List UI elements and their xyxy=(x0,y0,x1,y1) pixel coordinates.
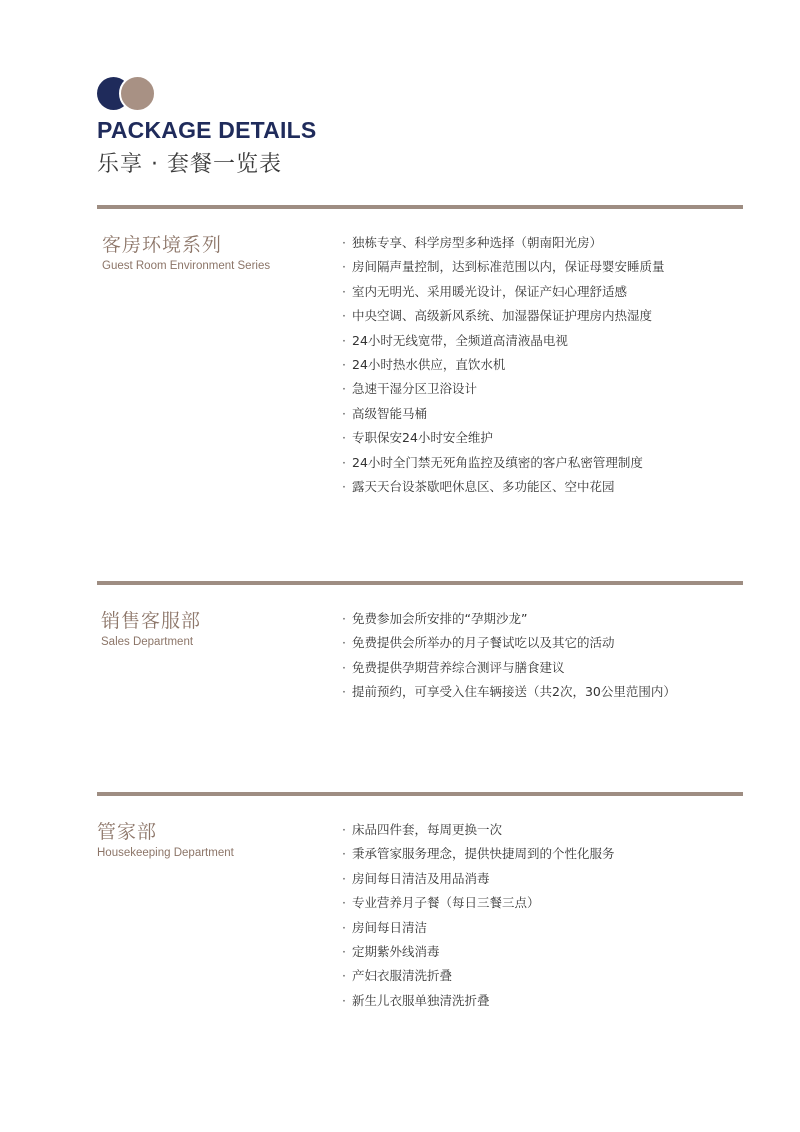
brand-logo xyxy=(97,77,155,111)
bullet-icon: · xyxy=(342,381,346,397)
list-item xyxy=(342,658,676,682)
bullet-icon: · xyxy=(342,919,346,935)
list-item xyxy=(342,233,665,257)
bullet-icon: · xyxy=(342,846,346,862)
logo-circle-taupe xyxy=(119,75,156,112)
section-title-cn: 客房环境系列 xyxy=(102,234,223,256)
bullet-icon: · xyxy=(342,992,346,1008)
section-divider xyxy=(97,792,743,796)
feature-list xyxy=(342,233,665,501)
list-item-text: 免费参加会所安排的“孕期沙龙” xyxy=(352,611,528,626)
list-item-text: 提前预约，可享受入住车辆接送（共2次，30公里范围内） xyxy=(352,684,676,700)
page-title-cn: 乐享 · 套餐一览表 xyxy=(97,152,282,177)
list-item-text: 定期紫外线消毒 xyxy=(352,943,440,959)
list-item-text: 免费提供孕期营养综合测评与膳食建议 xyxy=(352,659,565,675)
list-item-text: 新生儿衣服单独清洗折叠 xyxy=(352,992,490,1008)
list-item xyxy=(342,477,665,501)
bullet-icon: · xyxy=(342,308,346,324)
list-item xyxy=(342,820,615,844)
bullet-icon: · xyxy=(342,283,346,299)
bullet-icon: · xyxy=(342,259,346,275)
list-item-text: 24小时热水供应，直饮水机 xyxy=(352,356,506,372)
list-item xyxy=(342,893,615,917)
list-item xyxy=(342,942,615,966)
list-item xyxy=(342,331,665,355)
bullet-icon: · xyxy=(342,895,346,911)
list-item-text: 专职保安24小时安全维护 xyxy=(352,430,493,446)
page-title-en: PACKAGE DETAILS xyxy=(97,117,317,143)
list-item xyxy=(342,609,676,633)
list-item xyxy=(342,869,615,893)
bullet-icon: · xyxy=(342,332,346,348)
list-item-text: 露天天台设茶歇吧休息区、多功能区、空中花园 xyxy=(352,478,615,494)
section-title-en: Housekeeping Department xyxy=(97,847,234,859)
list-item-text: 24小时无线宽带，全频道高清液晶电视 xyxy=(352,332,568,348)
list-item-text: 秉承管家服务理念，提供快捷周到的个性化服务 xyxy=(352,846,615,862)
list-item-text: 房间每日清洁及用品消毒 xyxy=(352,870,490,886)
list-item-text: 急速干湿分区卫浴设计 xyxy=(352,381,478,397)
bullet-icon: · xyxy=(342,659,346,675)
section-title-cn: 销售客服部 xyxy=(101,610,202,632)
section-title-en: Guest Room Environment Series xyxy=(102,260,271,272)
list-item-text: 专业营养月子餐（每日三餐三点） xyxy=(352,895,540,911)
list-item xyxy=(342,404,665,428)
list-item xyxy=(342,355,665,379)
list-item-text: 室内无明光、采用暖光设计，保证产妇心理舒适感 xyxy=(352,283,628,299)
bullet-icon: · xyxy=(342,870,346,886)
bullet-icon: · xyxy=(342,968,346,984)
list-item-text: 房间隔声量控制，达到标准范围以内，保证母婴安睡质量 xyxy=(352,259,665,275)
list-item xyxy=(342,453,665,477)
section-title-cn: 管家部 xyxy=(97,821,158,843)
list-item-text: 24小时全门禁无死角监控及缜密的客户私密管理制度 xyxy=(352,454,643,470)
bullet-icon: · xyxy=(342,611,346,626)
section-title-en: Sales Department xyxy=(101,636,194,648)
section-divider xyxy=(97,581,743,585)
list-item-text: 独栋专享、科学房型多种选择（朝南阳光房） xyxy=(352,235,603,250)
bullet-icon: · xyxy=(342,356,346,372)
list-item xyxy=(342,844,615,868)
section-divider xyxy=(97,205,743,209)
bullet-icon: · xyxy=(342,430,346,446)
bullet-icon: · xyxy=(342,684,346,700)
bullet-icon: · xyxy=(342,235,346,250)
list-item-text: 高级智能马桶 xyxy=(352,405,428,421)
bullet-icon: · xyxy=(342,405,346,421)
list-item-text: 产妇衣服清洗折叠 xyxy=(352,968,453,984)
list-item xyxy=(342,918,615,942)
list-item-text: 免费提供会所举办的月子餐试吃以及其它的活动 xyxy=(352,635,615,651)
list-item xyxy=(342,966,615,990)
bullet-icon: · xyxy=(342,478,346,494)
list-item xyxy=(342,257,665,281)
list-item xyxy=(342,991,615,1015)
list-item xyxy=(342,306,665,330)
bullet-icon: · xyxy=(342,454,346,470)
bullet-icon: · xyxy=(342,943,346,959)
list-item xyxy=(342,428,665,452)
feature-list xyxy=(342,820,615,1015)
feature-list xyxy=(342,609,676,707)
list-item-text: 床品四件套，每周更换一次 xyxy=(352,822,503,837)
list-item xyxy=(342,633,676,657)
list-item xyxy=(342,282,665,306)
bullet-icon: · xyxy=(342,635,346,651)
list-item xyxy=(342,682,676,706)
list-item xyxy=(342,379,665,403)
list-item-text: 中央空调、高级新风系统、加湿器保证护理房内热湿度 xyxy=(352,308,653,324)
bullet-icon: · xyxy=(342,822,346,837)
list-item-text: 房间每日清洁 xyxy=(352,919,428,935)
